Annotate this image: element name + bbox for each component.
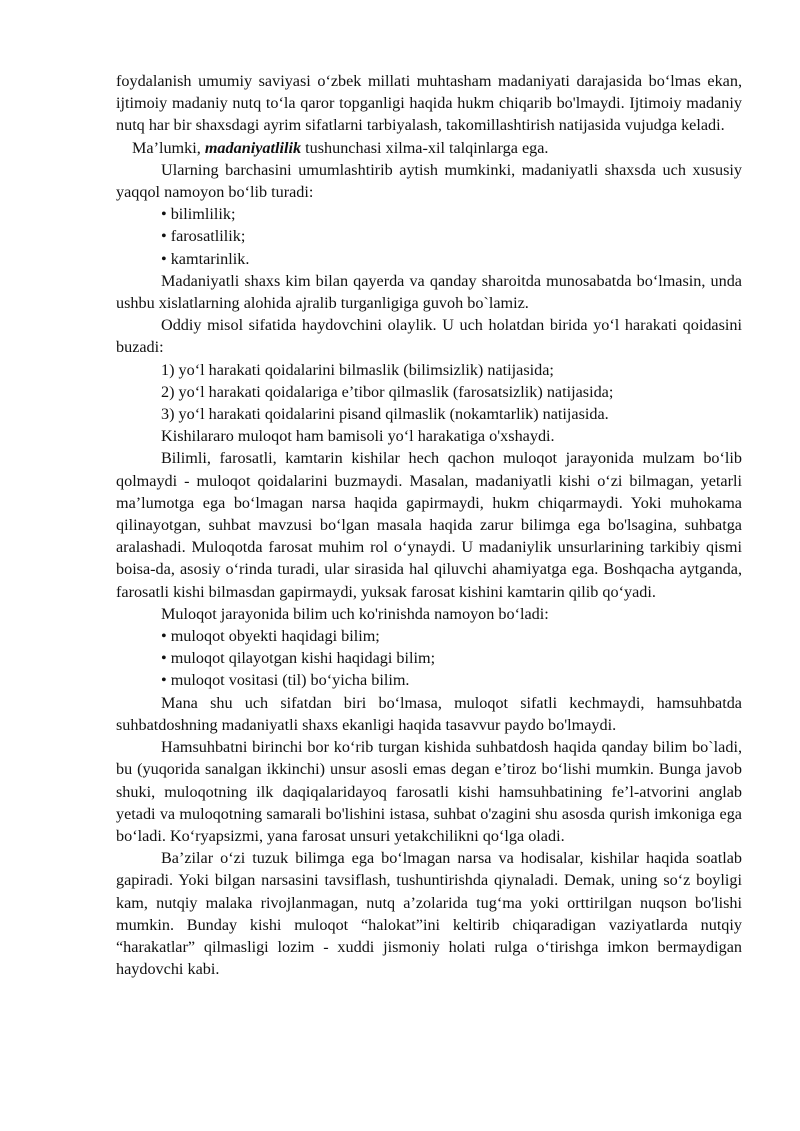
paragraph: Bilimli, farosatli, kamtarin kishilar hech qachon muloqot jarayonida mulzam bo‘lib qolmaydi - muloqot qoidalarini buzmaydi. Masalan, madaniyatli kishi o‘zi bilmagan, yetarli ma’lumotga ega bo‘lmagan narsa haqida gapirmaydi, hukm chiqarmaydi. Yoki muhokama qilinayotgan, suhbat mavzusi bo‘lgan masala haqida zarur bilimga ega bo'lsagina, suhbatga aralashadi. Muloqotda farosat muhim rol o‘ynaydi. U madaniylik unsurlarining tarkibiy qismi boisa-da, asosiy o‘rinda turadi, ular sirasida hal qiluvchi ahamiyatga ega. Boshqacha aytganda, farosatli kishi bilmasdan gapirmaydi, yuksak farosat kishini kamtarin qilib qo‘yadi.: [116, 449, 742, 601]
list-item: • kamtarinlik.: [161, 249, 250, 268]
list-item: • muloqot qilayotgan kishi haqidagi bilim;: [161, 649, 436, 668]
paragraph: [116, 137, 742, 159]
list-item: 2) yo‘l harakati qoidalariga e’tibor qilmaslik (farosatsizlik) natijasida;: [161, 382, 614, 401]
paragraph: Hamsuhbatni birinchi bor ko‘rib turgan kishida suhbatdosh haqida qanday bilim bo`ladi, bu (yuqorida sanalgan ikkinchi) unsur asosli emas degan e’tiroz bo‘lishi mumkin. Bunga javob shuki, muloqotning ilk daqiqalaridayoq farosatli kishi hamsuhbatining fe’l-atvorini anglab yetadi va muloqotning samarali bo'lishini istasa, suhbat o'zagini shu asosda qurish imkoniga ega bo‘ladi. Ko‘ryapsizmi, yana farosat unsuri yetakchilikni qo‘lga oladi.: [116, 738, 742, 845]
paragraph: Ba’zilar o‘zi tuzuk bilimga ega bo‘lmagan narsa va hodisalar, kishilar haqida soatlab gapiradi. Yoki bilgan narsasini tavsiflash, tushuntirishda qiynaladi. Demak, uning so‘z boyligi kam, nutqiy malaka rivojlanmagan, nutq a’zolarida tug‘ma yoki orttirilgan nuqson bo'lishi mumkin. Bunday kishi muloqot “halokat”ini keltirib chiqaradigan vaziyatlarda nutqiy “harakatlar” qilmasligi lozim - xuddi jismoniy holati rulga o‘tirishga imkon bermaydigan haydovchi kabi.: [116, 849, 742, 979]
paragraph: Muloqot jarayonida bilim uch ko'rinishda namoyon bo‘ladi:: [161, 604, 549, 623]
emphasized-term: madaniyatlilik: [204, 138, 302, 157]
paragraph-text: tushunchasi xilma-xil talqinlarga ega.: [301, 138, 549, 157]
list-item: 1) yo‘l harakati qoidalarini bilmaslik (bilimsizlik) natijasida;: [161, 360, 554, 379]
paragraph: Mana shu uch sifatdan biri bo‘lmasa, muloqot sifatli kechmaydi, hamsuhbatda suhbatdoshning madaniyatli shaxs ekanligi haqida tasavvur paydo bo'lmaydi.: [116, 693, 742, 734]
paragraph: Oddiy misol sifatida haydovchini olaylik. U uch holatdan birida yo‘l harakati qoidasini buzadi:: [116, 316, 742, 357]
list-item: 3) yo‘l harakati qoidalarini pisand qilmaslik (nokamtarlik) natijasida.: [161, 405, 609, 424]
document-page: [116, 70, 742, 980]
paragraph-text: Ma’lumki,: [132, 138, 205, 157]
list-item: • muloqot obyekti haqidagi bilim;: [161, 627, 380, 646]
paragraph: Kishilararo muloqot ham bamisoli yo‘l harakatiga o'xshaydi.: [161, 427, 555, 446]
list-item: • farosatlilik;: [161, 227, 246, 246]
paragraph: Madaniyatli shaxs kim bilan qayerda va qanday sharoitda munosabatda bo‘lmasin, unda ushbu xislatlarning alohida ajralib turganligiga guvoh bo`lamiz.: [116, 271, 742, 313]
list-item: • bilimlilik;: [161, 205, 236, 224]
paragraph: foydalanish umumiy saviyasi o‘zbek millati muhtasham madaniyati darajasida bo‘lmas ekan, ijtimoiy madaniy nutq to‘la qaror topganligi haqida hukm chiqarib bo'lmaydi. Ijtimoiy madaniy nutq har bir shaxsdagi ayrim sifatlarni tarbiyalash, takomillashtirish natijasida vujudga keladi.: [116, 72, 742, 135]
paragraph: Ularning barchasini umumlashtirib aytish mumkinki, madaniyatli shaxsda uch xususiy yaqqol namoyon bo‘lib turadi:: [116, 160, 742, 202]
list-item: • muloqot vositasi (til) bo‘yicha bilim.: [161, 671, 410, 690]
